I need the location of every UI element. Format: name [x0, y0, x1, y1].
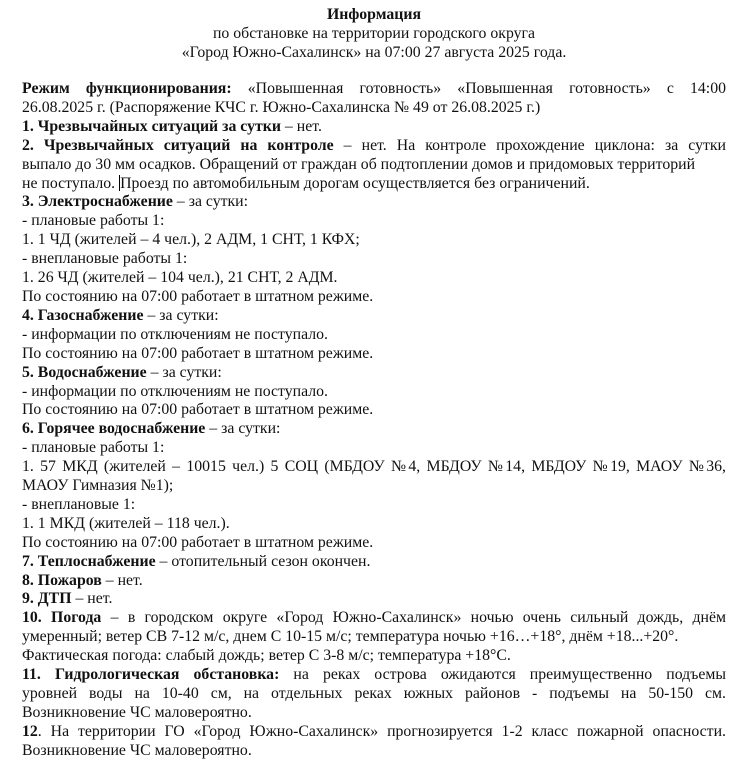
- section-6-unplanned-label: - внеплановые 1:: [22, 495, 136, 513]
- section-8-label: 8. Пожаров: [22, 571, 102, 589]
- section-7-text: – отопительный сезон окончен.: [155, 552, 371, 570]
- section-10-text-l1: – в городском округе «Город Южно-Сахалинск» ночью очень сильный дождь, днём: [101, 609, 726, 627]
- section-6-text: – за сутки:: [205, 420, 281, 438]
- section-1-text: – нет.: [280, 117, 322, 135]
- document-subtitle-line1: по обстановке на территории городского округа: [212, 25, 536, 42]
- section-7-label: 7. Теплоснабжение: [22, 552, 156, 570]
- section-6-label: 6. Горячее водоснабжение: [22, 420, 206, 438]
- section-2-label: 2. Чрезвычайных ситуаций на контроле: [22, 136, 334, 154]
- section-11-label: 11. Гидрологическая обстановка:: [22, 666, 280, 684]
- section-3-text: – за сутки:: [172, 193, 249, 211]
- section-8-text: – нет.: [101, 571, 143, 589]
- section-9-label: 9. ДТП: [22, 590, 72, 608]
- section-3-label: 3. Электроснабжение: [22, 193, 173, 211]
- section-9-text: – нет.: [71, 590, 113, 608]
- section-8: [22, 572, 726, 591]
- section-3-planned-text: 1. 1 ЧД (жителей – 4 чел.), 2 АДМ, 1 СНТ, 1 КФХ;: [22, 231, 360, 249]
- section-5: [22, 364, 726, 383]
- section-10-line2: умеренный; ветер СВ 7-12 м/с, днем С 10-15 м/с; температура ночью +16…+18°, днём +18...+20°.: [22, 628, 679, 646]
- section-4: [22, 307, 726, 326]
- section-5-status: По состоянию на 07:00 работает в штатном режиме.: [22, 401, 374, 419]
- regime-line1: [22, 80, 726, 99]
- regime-text-l1: «Повышенная готовность» «Повышенная готовность» с 14:00: [231, 80, 726, 97]
- section-11-line3: Возникновение ЧС маловероятно.: [22, 703, 252, 721]
- section-3-unplanned-label: - внеплановые работы 1:: [22, 250, 188, 268]
- section-11-text-l1: на реках острова ожидаются преимущественно подъемы: [279, 666, 726, 684]
- section-12-text-l1: . На территории ГО «Город Южно-Сахалинск» прогнозируется 1-2 класс пожарной опасности.: [37, 722, 726, 740]
- section-10-label: 10. Погода: [22, 609, 102, 627]
- section-6-status: По состоянию на 07:00 работает в штатном режиме.: [22, 533, 374, 551]
- section-2-line2: выпало до 30 мм осадков. Обращений от граждан об подтоплении домов и придомовых территорий: [22, 155, 696, 173]
- section-6: [22, 420, 726, 439]
- section-12-line2: Возникновение ЧС маловероятно.: [22, 741, 252, 759]
- section-2-text-l3a: не поступало.: [22, 174, 120, 192]
- section-6-planned-l2: МАОУ Гимназия №1);: [22, 477, 174, 495]
- section-2-line3[interactable]: [22, 175, 726, 194]
- section-9: [22, 590, 726, 609]
- section-2-text-l3b: Проезд по автомобильным дорогам осуществляется без ограничений.: [120, 174, 590, 192]
- section-4-text: – за сутки:: [143, 306, 219, 324]
- section-4-info: - информации по отключениям не поступало.: [22, 325, 328, 343]
- section-10-line1: [22, 609, 726, 628]
- document-body: [22, 5, 726, 761]
- section-10-line3: Фактическая погода: слабый дождь; ветер С 3-8 м/с; температура +18°С.: [22, 647, 511, 665]
- regime-line2: 26.08.2025 г. (Распоряжение КЧС г. Южно-Сахалинска № 49 от 26.08.2025 г.): [22, 98, 541, 116]
- section-4-status: По состоянию на 07:00 работает в штатном режиме.: [22, 344, 374, 362]
- section-5-text: – за сутки:: [146, 363, 222, 381]
- section-11-line1: [22, 666, 726, 685]
- section-6-planned-label: - плановые работы 1:: [22, 439, 165, 457]
- section-3-status: По состоянию на 07:00 работает в штатном режиме.: [22, 287, 374, 305]
- section-12-label: 12: [22, 722, 38, 740]
- section-11-line2: уровней воды на 10-40 см, на отдельных реках южных районов - подъемы на 50-150 см.: [22, 685, 726, 702]
- document-title: Информация: [326, 6, 422, 23]
- section-5-info: - информации по отключениям не поступало.: [22, 382, 328, 400]
- section-7: [22, 553, 726, 572]
- section-12-line1: [22, 723, 726, 742]
- section-4-label: 4. Газоснабжение: [22, 306, 144, 324]
- blank-line: [22, 62, 726, 80]
- regime-label: Режим функционирования:: [22, 80, 232, 97]
- section-6-planned-l1: 1. 57 МКД (жителей – 10015 чел.) 5 СОЦ (МБДОУ №4, МБДОУ №14, МБДОУ №19, МАОУ №36,: [22, 458, 726, 476]
- section-3: [22, 193, 726, 212]
- section-1-label: 1. Чрезвычайных ситуаций за сутки: [22, 117, 281, 135]
- section-2-line1: [22, 137, 726, 156]
- section-2-text-l1: – нет. На контроле прохождение циклона: за сутки: [333, 136, 727, 154]
- section-3-planned-label: - плановые работы 1:: [22, 212, 165, 230]
- section-6-unplanned-text: 1. 1 МКД (жителей – 118 чел.).: [22, 514, 230, 532]
- section-1: [22, 118, 726, 137]
- section-3-unplanned-text: 1. 26 ЧД (жителей – 104 чел.), 21 СНТ, 2 АДМ.: [22, 269, 338, 287]
- document-subtitle-line2: «Город Южно-Сахалинск» на 07:00 27 августа 2025 года.: [181, 44, 567, 61]
- section-5-label: 5. Водоснабжение: [22, 363, 147, 381]
